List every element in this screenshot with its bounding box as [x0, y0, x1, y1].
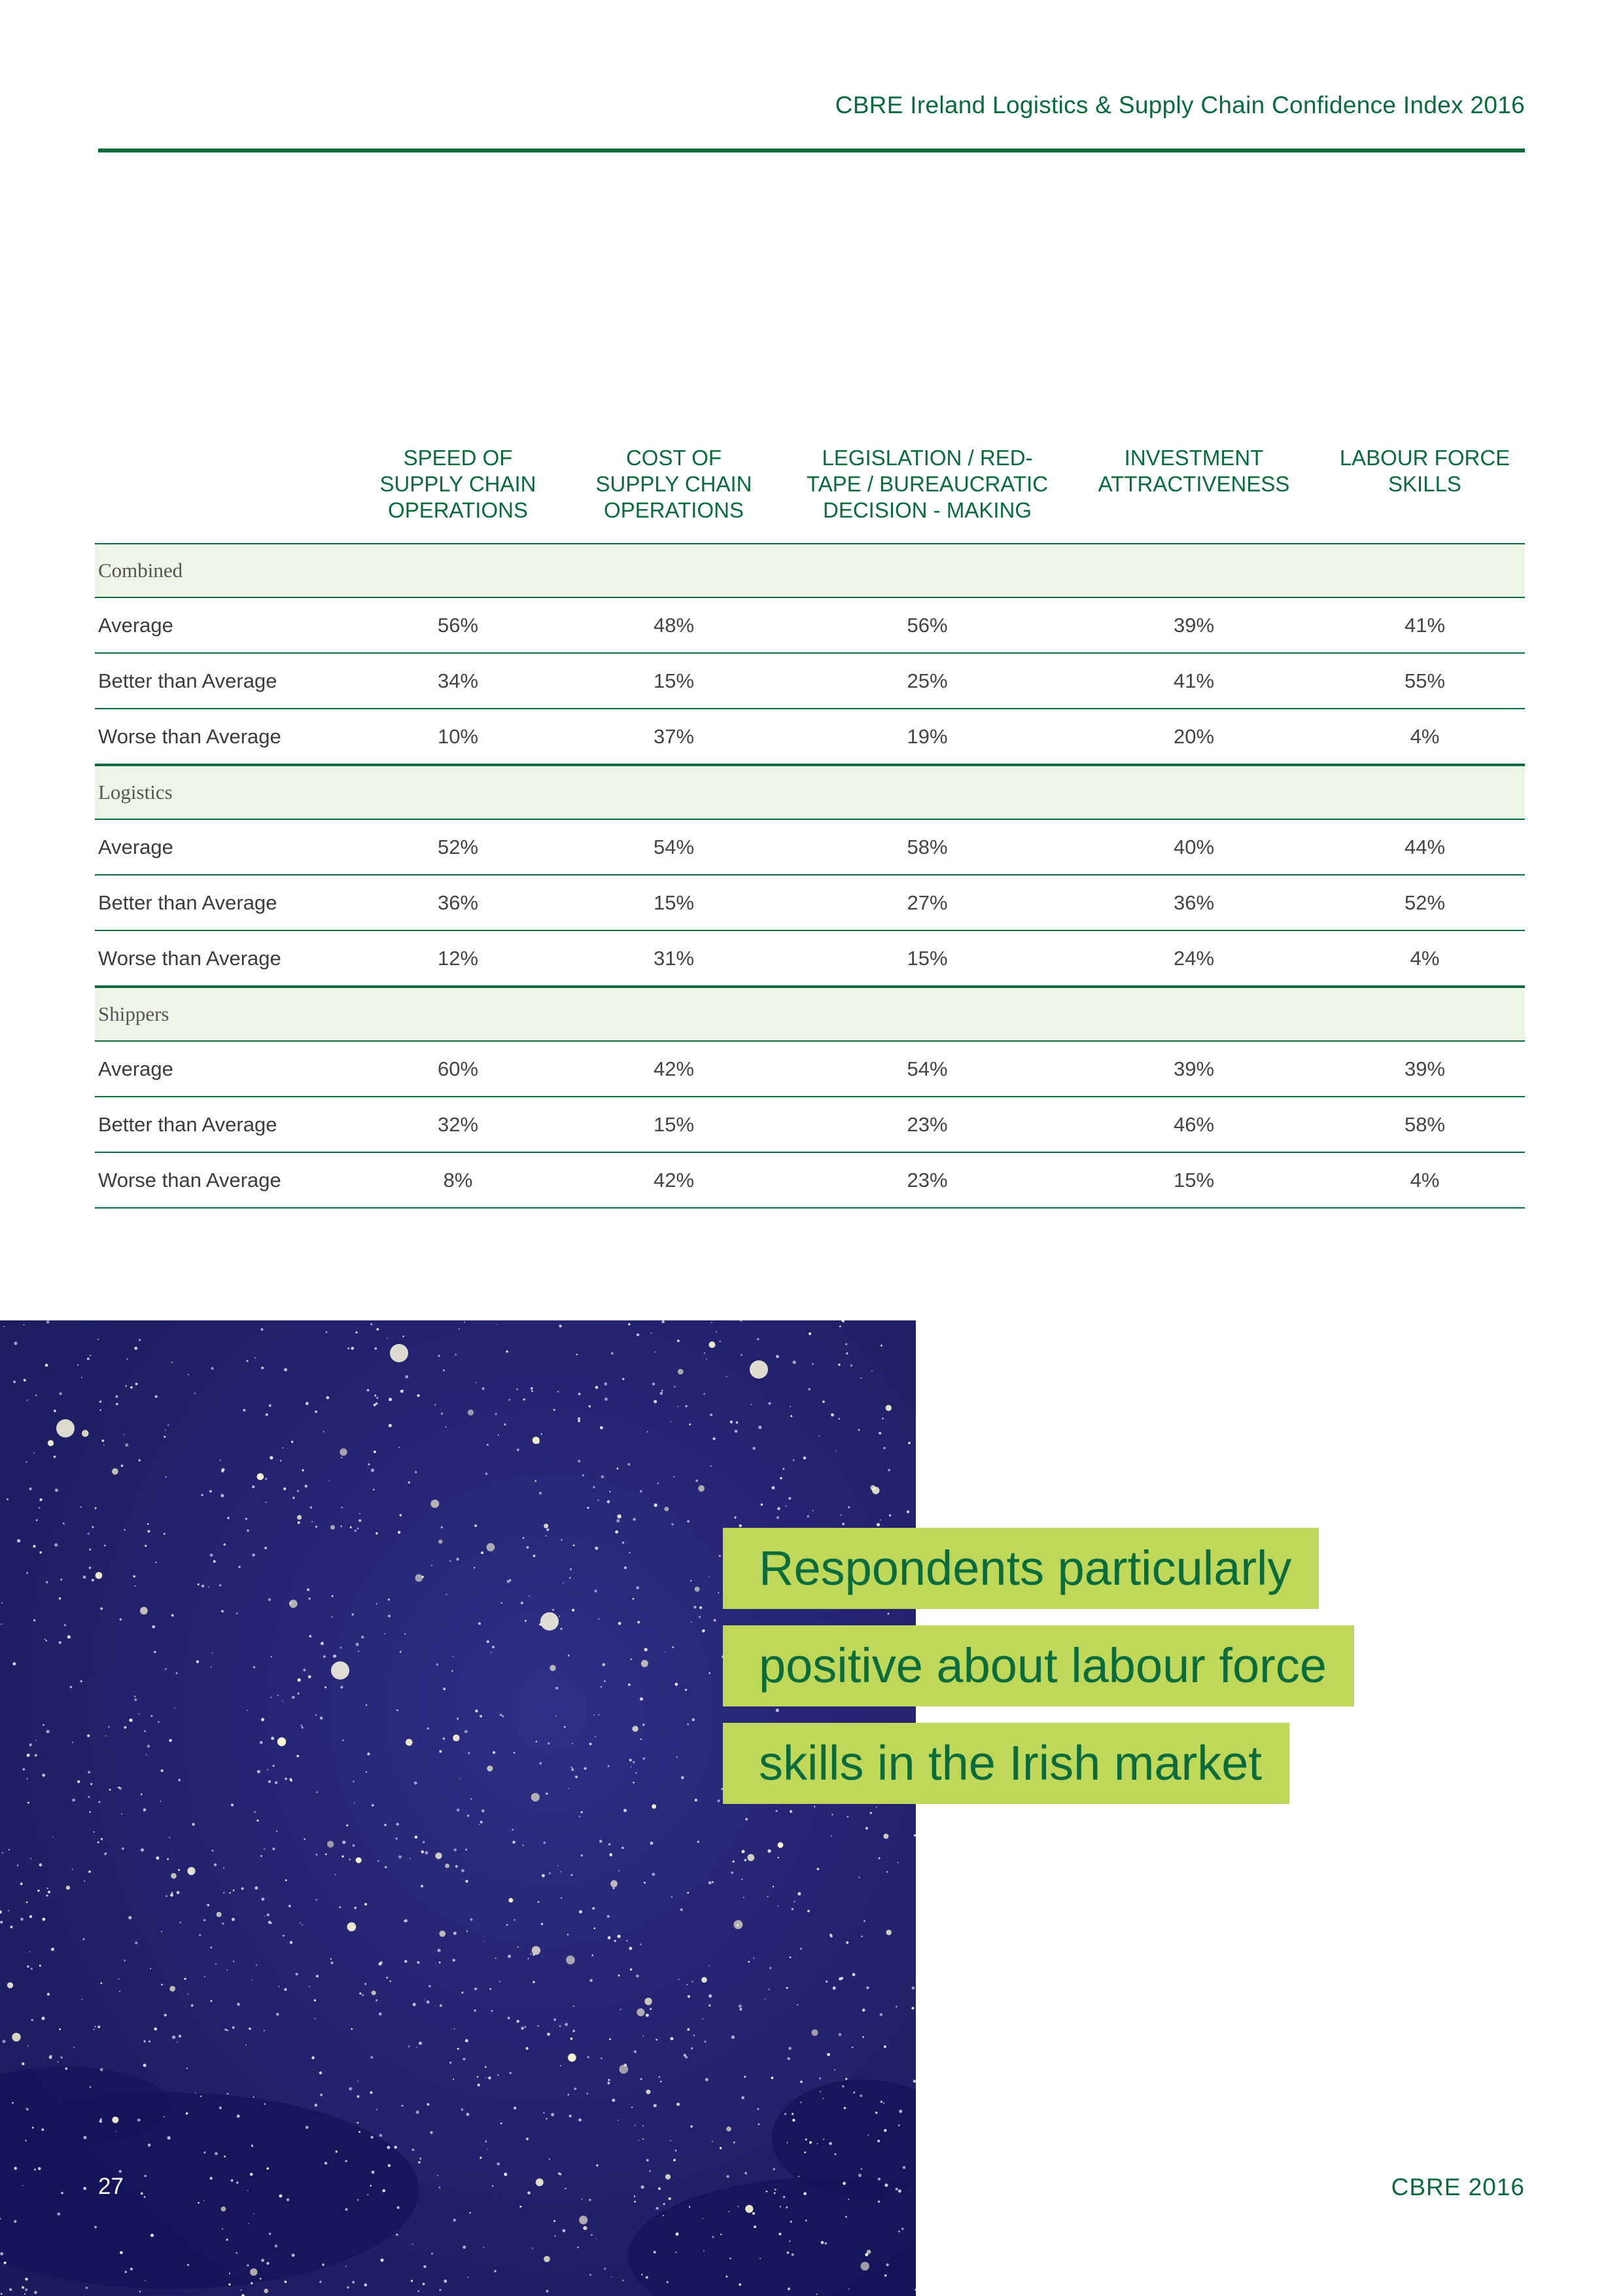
- table-cell: 24%: [1173, 946, 1215, 970]
- table-cell: 52%: [437, 835, 479, 858]
- footer-brand: CBRE 2016: [1391, 2174, 1525, 2200]
- table-row: [95, 654, 1525, 709]
- table-cell: 54%: [653, 835, 695, 858]
- table-cell: 42%: [653, 1057, 695, 1080]
- column-header-labour: LABOUR FORCE SKILLS: [1339, 446, 1510, 496]
- table-cell: 46%: [1173, 1112, 1215, 1136]
- table-cell: 27%: [907, 891, 948, 914]
- table-row: [95, 1042, 1525, 1097]
- table-cell: 4%: [1410, 1168, 1440, 1192]
- table-cell: 20%: [1173, 724, 1215, 748]
- row-label: Average: [98, 1057, 173, 1080]
- table-row: [95, 709, 1525, 765]
- table-cell: 56%: [907, 613, 948, 637]
- group-label: Combined: [98, 559, 183, 582]
- table-cell: 32%: [437, 1112, 479, 1136]
- table-cell: 15%: [653, 1112, 695, 1136]
- table-cell: 36%: [437, 891, 479, 914]
- table-cell: 42%: [653, 1168, 695, 1192]
- table-row: [95, 1097, 1525, 1153]
- row-label: Better than Average: [98, 1112, 277, 1136]
- table-cell: 12%: [437, 946, 479, 970]
- table-cell: 34%: [437, 669, 479, 692]
- table-body: [95, 543, 1525, 1209]
- table-cell: 54%: [907, 1057, 948, 1080]
- row-label: Worse than Average: [98, 946, 281, 970]
- table-cell: 23%: [907, 1168, 948, 1192]
- row-label: Better than Average: [98, 891, 277, 914]
- row-label: Worse than Average: [98, 1168, 281, 1192]
- table-cell: 48%: [653, 613, 695, 637]
- row-label: Average: [98, 835, 173, 858]
- table-cell: 39%: [1173, 613, 1215, 637]
- table-cell: 41%: [1404, 613, 1446, 637]
- table-cell: 36%: [1173, 891, 1215, 914]
- row-label: Worse than Average: [98, 724, 281, 748]
- group-label: Shippers: [98, 1002, 169, 1025]
- group-row: [95, 987, 1525, 1042]
- group-label: Logistics: [98, 781, 173, 804]
- table-cell: 37%: [653, 724, 695, 748]
- table-row: [95, 875, 1525, 931]
- table-cell: 56%: [437, 613, 479, 637]
- table-row: [95, 931, 1525, 987]
- table-cell: 10%: [437, 724, 479, 748]
- table-cell: 4%: [1410, 724, 1440, 748]
- column-header-cost: COST OF SUPPLY CHAIN OPERATIONS: [595, 446, 752, 522]
- header-title: CBRE Ireland Logistics & Supply Chain Confidence Index 2016: [835, 92, 1525, 118]
- table-cell: 15%: [1173, 1168, 1215, 1192]
- table-cell: 39%: [1173, 1057, 1215, 1080]
- table-cell: 60%: [437, 1057, 479, 1080]
- table-header: [95, 445, 1525, 543]
- callout-line-3: skills in the Irish market: [723, 1723, 1289, 1804]
- table-cell: 8%: [443, 1168, 473, 1192]
- header-divider: [98, 149, 1525, 152]
- table-cell: 40%: [1173, 835, 1215, 858]
- table-cell: 39%: [1404, 1057, 1446, 1080]
- table-cell: 4%: [1410, 946, 1440, 970]
- row-label: Average: [98, 613, 173, 637]
- group-row: [95, 543, 1525, 598]
- table-cell: 15%: [653, 891, 695, 914]
- row-label: Better than Average: [98, 669, 277, 692]
- table-cell: 25%: [907, 669, 948, 692]
- page-number: 27: [98, 2174, 124, 2199]
- table-cell: 44%: [1404, 835, 1446, 858]
- table-cell: 55%: [1404, 669, 1446, 692]
- results-table: [95, 445, 1525, 1209]
- column-header-investment: INVESTMENT ATTRACTIVENESS: [1098, 446, 1290, 496]
- table-cell: 52%: [1404, 891, 1446, 914]
- table-cell: 41%: [1173, 669, 1215, 692]
- table-cell: 15%: [653, 669, 695, 692]
- table-cell: 31%: [653, 946, 695, 970]
- night-satellite-image: [0, 1320, 916, 2296]
- table-row: [95, 1153, 1525, 1209]
- callout-line-1: Respondents particularly: [723, 1528, 1319, 1609]
- table-cell: 58%: [1404, 1112, 1446, 1136]
- table-cell: 15%: [907, 946, 948, 970]
- table-cell: 19%: [907, 724, 948, 748]
- table-cell: 23%: [907, 1112, 948, 1136]
- group-row: [95, 765, 1525, 820]
- table-cell: 58%: [907, 835, 948, 858]
- table-row: [95, 598, 1525, 654]
- callout-line-2: positive about labour force: [723, 1625, 1354, 1706]
- column-header-legislation: LEGISLATION / RED- TAPE / BUREAUCRATIC DECISION - MAKING: [806, 446, 1049, 522]
- column-header-speed: SPEED OF SUPPLY CHAIN OPERATIONS: [379, 446, 536, 522]
- table-row: [95, 820, 1525, 875]
- city-lights: [0, 1320, 916, 2296]
